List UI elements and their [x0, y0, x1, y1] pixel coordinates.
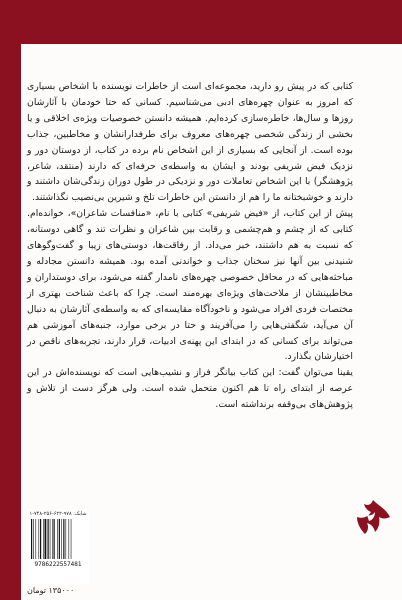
price-label: ۱۳۵۰۰۰ تومان	[27, 586, 75, 595]
blurb-text	[27, 79, 353, 413]
barcode-digits: 9786222557481	[34, 561, 82, 568]
blurb-paragraph-3: یقینا می‌توان گفت: این کتاب بیانگر فراز و نشیب‌هایی است که نویسنده‌اش در این عرصه از ابتدای راه تا هم اکنون متحمل شده است. ولی هرگز دست از تلاش و پژوهش‌های بی‌وقفه برنداشته است.	[27, 367, 353, 411]
left-color-band	[0, 44, 21, 600]
blurb-paragraph-2: پیش از این کتاب، از «فیض شریفی» کتابی با نام، «منافسات شاعران»، خوانده‌ام. کتابی که از چشم و هم‌چشمی و رقابت بین شاعران و نظرات تند و گاهی دوستانه، که نسبت به هم داشتند، خبر می‌داد. از رفاقت‌ها، دوستی‌های زیبا و گفت‌وگوهای شنیدنی بین آنها نیز سخنان جذاب و خواندنی آمده بود. همیشه دانستن مجادله و مباحثه‌هایی که در محافل خصوصی چهره‌های نامدار گفته می‌شود، برای دوستداران و مخاطبینشان از ملاحت‌های ویژه‌ای بهره‌مند است. چرا که باعث شناخت بهتری از مختصات فردی افراد می‌شود و ناخودآگاه مقایسه‌ای که به واسطه‌ی آثارشان به دنبال آن می‌آید، شگفتی‌هایی را می‌آفریند و حتا در برخی موارد، جنبه‌های آموزشی هم می‌تواند برای کسانی که در ابتدای این پهنه‌ی ادبیات، قرار دارند، تجربه‌های ناقص در اختیارشان بگذارد.	[27, 208, 353, 363]
top-color-band	[0, 0, 402, 44]
barcode-label	[27, 509, 89, 584]
barcode-icon	[30, 519, 86, 559]
blurb-paragraph-1: کتابی که در پیش رو دارید، مجموعه‌ای است از خاطرات نویسنده با اشخاص بسیاری که امروز به عنوان چهره‌های ادبی می‌شناسیم. کسانی که حتا خودمان با آثارشان روزها و سال‌ها، خاطره‌سازی کرده‌ایم. همیشه دانستن خصوصیات ویژه‌ی اخلاقی و یا بخشی از زندگی شخصی چهره‌های معروف برای طرفدارانشان و مخاطبین، جذاب بوده است. از آنجایی که بسیاری از این اشخاص نام برده در کتاب، از دوستان دور و نزدیک فیض شریفی بودند و ایشان به واسطه‌ی حرفه‌ای که دارند (منتقد، شاعر، پژوهشگر) با این اشخاص تعاملات دور و نزدیکی در طول دوران زندگی‌شان داشتند و دارند و خوشبختانه ما را هم از دانستن این خاطرات تلخ و شیرین بی‌نصیب نگذاشتند.	[27, 81, 353, 204]
publisher-logo-icon	[353, 497, 393, 537]
isbn-text: شابک: ۹۷۸-۶۲۲-۲۵۶-۷۴۸-۱	[29, 511, 87, 517]
